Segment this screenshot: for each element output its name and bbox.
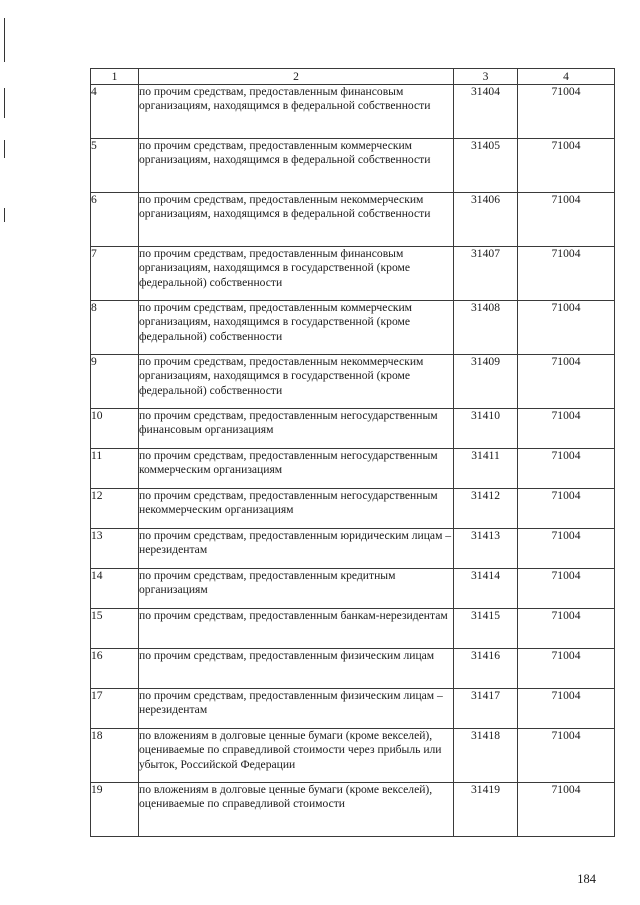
account-code: 31415	[454, 609, 518, 649]
account-code: 31407	[454, 247, 518, 301]
row-description: по прочим средствам, предоставленным физическим лицам – нерезидентам	[139, 689, 454, 729]
accounts-table	[90, 68, 615, 837]
column-header: 3	[454, 69, 518, 85]
analytic-code: 71004	[518, 409, 615, 449]
account-code: 31416	[454, 649, 518, 689]
analytic-code: 71004	[518, 569, 615, 609]
table-row	[91, 783, 615, 837]
account-code: 31412	[454, 489, 518, 529]
column-header: 4	[518, 69, 615, 85]
table-row	[91, 689, 615, 729]
row-description: по прочим средствам, предоставленным кредитным организациям	[139, 569, 454, 609]
row-description: по вложениям в долговые ценные бумаги (кроме векселей), оцениваемые по справедливой стоимости через прибыль или убыток, Российской Федерации	[139, 729, 454, 783]
account-code: 31414	[454, 569, 518, 609]
account-code: 31417	[454, 689, 518, 729]
row-description: по прочим средствам, предоставленным негосударственным финансовым организациям	[139, 409, 454, 449]
table-row	[91, 449, 615, 489]
account-code: 31418	[454, 729, 518, 783]
row-number: 5	[91, 139, 139, 193]
row-number: 16	[91, 649, 139, 689]
row-description: по прочим средствам, предоставленным физическим лицам	[139, 649, 454, 689]
analytic-code: 71004	[518, 247, 615, 301]
row-number: 19	[91, 783, 139, 837]
analytic-code: 71004	[518, 301, 615, 355]
row-number: 12	[91, 489, 139, 529]
table-row	[91, 729, 615, 783]
analytic-code: 71004	[518, 193, 615, 247]
account-code: 31405	[454, 139, 518, 193]
account-code: 31404	[454, 85, 518, 139]
account-code: 31413	[454, 529, 518, 569]
table-header-row	[91, 69, 615, 85]
analytic-code: 71004	[518, 355, 615, 409]
table-row	[91, 355, 615, 409]
analytic-code: 71004	[518, 649, 615, 689]
table-row	[91, 247, 615, 301]
analytic-code: 71004	[518, 85, 615, 139]
account-code: 31419	[454, 783, 518, 837]
row-number: 18	[91, 729, 139, 783]
row-description: по прочим средствам, предоставленным финансовым организациям, находящимся в федеральной собственности	[139, 85, 454, 139]
row-number: 17	[91, 689, 139, 729]
row-number: 15	[91, 609, 139, 649]
table-row	[91, 301, 615, 355]
row-description: по вложениям в долговые ценные бумаги (кроме векселей), оцениваемые по справедливой стоимости	[139, 783, 454, 837]
column-header: 2	[139, 69, 454, 85]
table-row	[91, 193, 615, 247]
account-code: 31409	[454, 355, 518, 409]
analytic-code: 71004	[518, 689, 615, 729]
analytic-code: 71004	[518, 449, 615, 489]
row-number: 13	[91, 529, 139, 569]
row-description: по прочим средствам, предоставленным негосударственным некоммерческим организациям	[139, 489, 454, 529]
account-code: 31410	[454, 409, 518, 449]
analytic-code: 71004	[518, 139, 615, 193]
column-header: 1	[91, 69, 139, 85]
account-code: 31411	[454, 449, 518, 489]
analytic-code: 71004	[518, 529, 615, 569]
table-row	[91, 529, 615, 569]
page-number: 184	[577, 872, 596, 886]
row-description: по прочим средствам, предоставленным некоммерческим организациям, находящимся в государственной (кроме федеральной) собственности	[139, 355, 454, 409]
row-description: по прочим средствам, предоставленным негосударственным коммерческим организациям	[139, 449, 454, 489]
table-row	[91, 409, 615, 449]
analytic-code: 71004	[518, 489, 615, 529]
table-row	[91, 569, 615, 609]
table-row	[91, 85, 615, 139]
row-description: по прочим средствам, предоставленным коммерческим организациям, находящимся в государственной (кроме федеральной) собственности	[139, 301, 454, 355]
analytic-code: 71004	[518, 783, 615, 837]
margin-mark	[4, 208, 5, 222]
table-row	[91, 609, 615, 649]
row-number: 14	[91, 569, 139, 609]
analytic-code: 71004	[518, 729, 615, 783]
row-number: 7	[91, 247, 139, 301]
account-code: 31408	[454, 301, 518, 355]
table-row	[91, 489, 615, 529]
analytic-code: 71004	[518, 609, 615, 649]
margin-mark	[4, 140, 5, 158]
margin-mark	[4, 88, 5, 118]
row-description: по прочим средствам, предоставленным банкам-нерезидентам	[139, 609, 454, 649]
row-number: 10	[91, 409, 139, 449]
table-row	[91, 649, 615, 689]
row-number: 9	[91, 355, 139, 409]
row-number: 8	[91, 301, 139, 355]
row-number: 4	[91, 85, 139, 139]
row-number: 11	[91, 449, 139, 489]
account-code: 31406	[454, 193, 518, 247]
row-description: по прочим средствам, предоставленным финансовым организациям, находящимся в государственной (кроме федеральной) собственности	[139, 247, 454, 301]
row-description: по прочим средствам, предоставленным некоммерческим организациям, находящимся в федеральной собственности	[139, 193, 454, 247]
table-row	[91, 139, 615, 193]
row-number: 6	[91, 193, 139, 247]
row-description: по прочим средствам, предоставленным коммерческим организациям, находящимся в федеральной собственности	[139, 139, 454, 193]
row-description: по прочим средствам, предоставленным юридическим лицам – нерезидентам	[139, 529, 454, 569]
margin-mark	[4, 18, 5, 62]
